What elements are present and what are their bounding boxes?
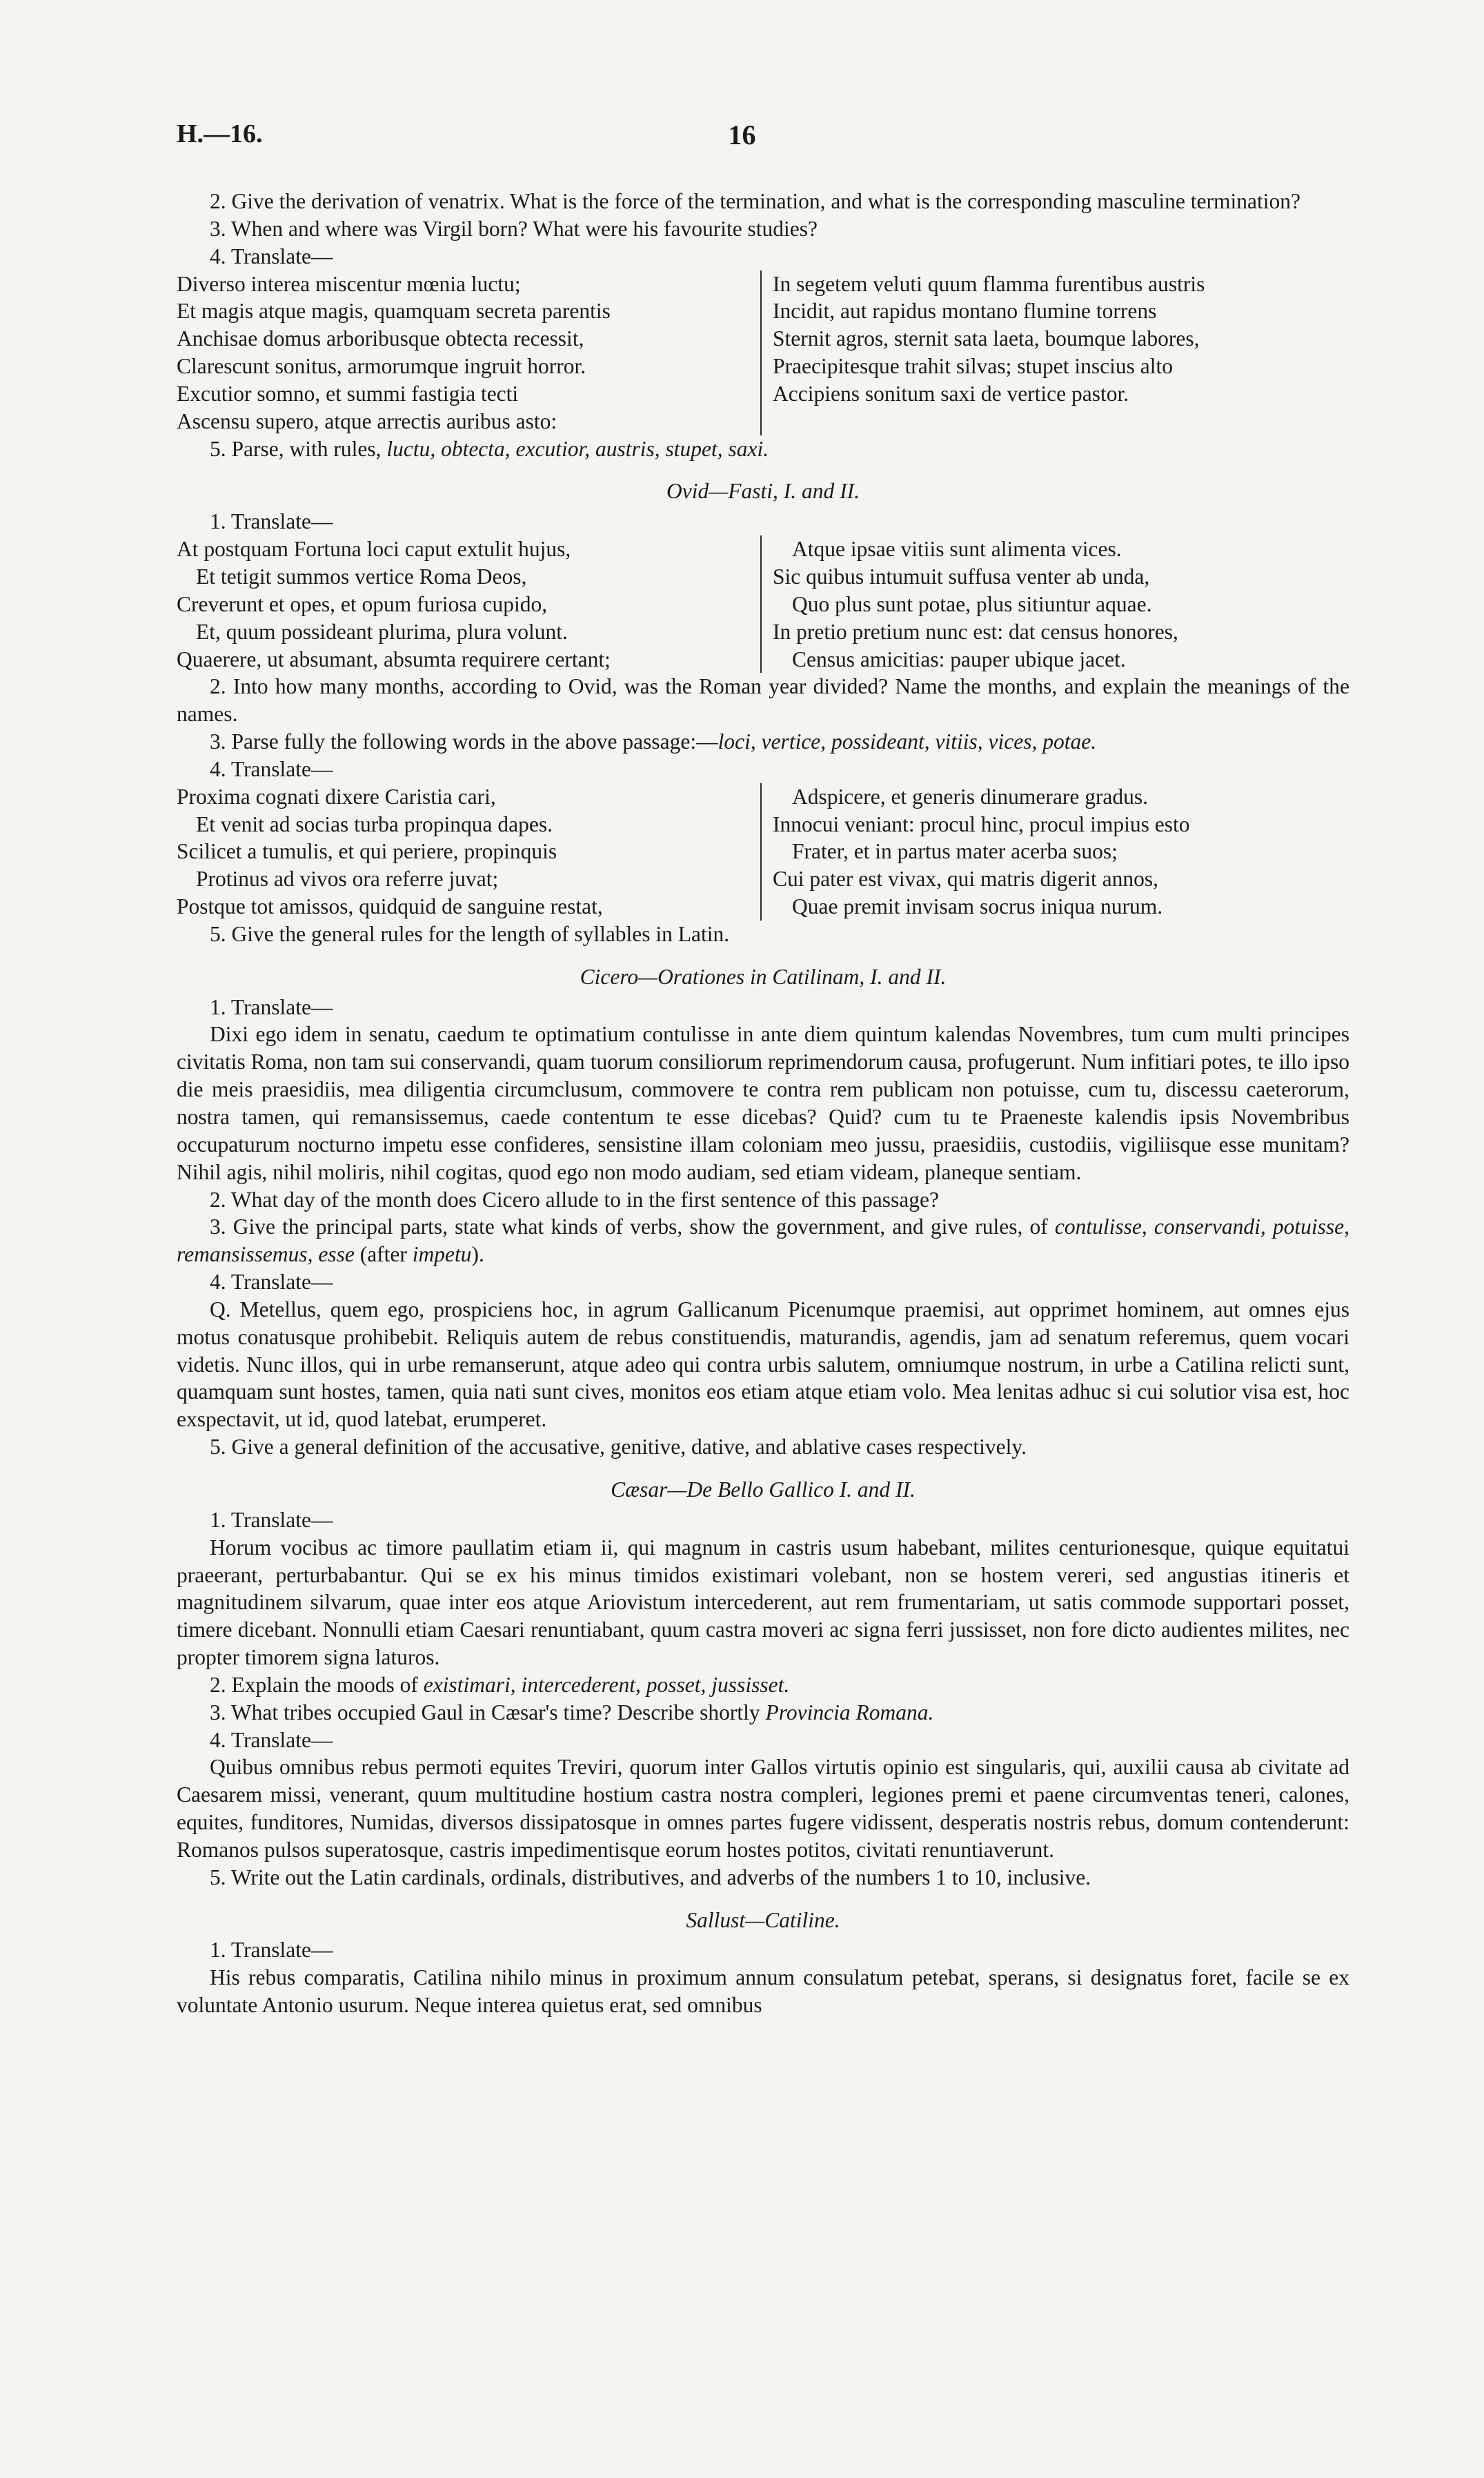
virgil-question-2: 2. Give the derivation of venatrix. What is the force of the termination, and what is the corresponding masculine termination? [210, 189, 1300, 213]
question-text: 3. Give the principal parts, state what kinds of verbs, show the government, and give rules, of [210, 1215, 1048, 1239]
virgil-verse-passage [177, 271, 1349, 435]
page-body [177, 188, 1349, 2019]
verse-line: Et magis atque magis, quamquam secreta parentis [177, 299, 611, 324]
question-text: 5. Parse, with rules, [210, 436, 382, 461]
verse-line: Innocui veniant: procul hinc, procul impius esto [773, 812, 1190, 836]
virgil-verse-left-column [177, 271, 760, 435]
caesar-question-1: 1. Translate— [210, 1507, 333, 1532]
verse-line: Protinus ad vivos ora referre juvat; [196, 867, 499, 892]
verse-line: In segetem veluti quum flamma furentibus austris [773, 271, 1205, 296]
virgil-verse-right-column [760, 271, 1349, 435]
verse-line: Quaerere, ut absumant, absumta requirere certant; [177, 647, 611, 671]
question-text: (after [359, 1242, 407, 1267]
parse-words: loci, vertice, possideant, vitiis, vices, potae. [718, 729, 1097, 754]
parse-words: impetu [412, 1242, 472, 1267]
verse-line: Frater, et in partus mater acerba suos; [792, 839, 1118, 864]
virgil-question-3: 3. When and where was Virgil born? What were his favourite studies? [210, 216, 818, 241]
section-heading-cicero: Cicero—Orationes in Catilinam, I. and II. [580, 964, 947, 989]
verse-line: Proxima cognati dixere Caristia cari, [177, 784, 496, 809]
verse-line: Scilicet a tumulis, et qui periere, propinquis [177, 839, 557, 864]
verse-line: Anchisae domus arboribusque obtecta recessit, [177, 326, 584, 351]
virgil-question-5 [177, 435, 1349, 463]
ovid-verse-passage-2 [177, 783, 1349, 921]
ovid-question-4: 4. Translate— [210, 756, 333, 781]
parse-words: Provincia Romana. [765, 1700, 934, 1724]
ovid-verse-left-column [177, 535, 760, 673]
section-heading-ovid: Ovid—Fasti, I. and II. [666, 479, 860, 504]
cicero-passage-1: Dixi ego idem in senatu, caedum te optimatium contulisse in ante diem quintum kalendas Novembres, tum cum multi principes civitatis Roma, non tam sui conservandi, quam tuorum consiliorum reprimendorum causa, profugerunt. Num infitiari potes, te illo ipso die meis praesidiis, mea diligentia circumclusum, commovere te contra rem publicam non potuisse, cum tu, discessu caeterorum, nostra tamen, qui remansissemus, caede contentum te esse dicebas? Quid? cum tu te Praeneste kalendis ipsis Novembribus occupaturum nocturno impetu esse confideres, sensistine illam coloniam meo jussu, praesidiis, custodiis, vigiliisque esse munitam? Nihil agis, nihil moliris, nihil cogitas, quod ego non modo audiam, sed etiam videam, planeque sentiam. [177, 1022, 1349, 1184]
verse-line: Census amicitias: pauper ubique jacet. [792, 647, 1126, 671]
verse-line: Sic quibus intumuit suffusa venter ab unda, [773, 564, 1150, 589]
verse-line: Incidit, aut rapidus montano flumine torrens [773, 299, 1157, 324]
sallust-question-1: 1. Translate— [210, 1938, 333, 1963]
verse-line: Creverunt et opes, et opum furiosa cupido, [177, 591, 548, 616]
verse-line: Et tetigit summos vertice Roma Deos, [196, 564, 527, 589]
cicero-question-3 [177, 1213, 1349, 1268]
ovid-verse-left-column [177, 783, 760, 921]
verse-line: Sternit agros, sternit sata laeta, boumque labores, [773, 326, 1200, 351]
virgil-question-4: 4. Translate— [210, 244, 333, 268]
sallust-passage-1: His rebus comparatis, Catilina nihilo minus in proximum annum consulatum petebat, sperans, si designatus foret, facile se ex voluntate Antonio usurum. Neque interea quietus erat, sed omnibus [177, 1965, 1349, 2018]
verse-line: Atque ipsae vitiis sunt alimenta vices. [792, 537, 1122, 562]
verse-line: Diverso interea miscentur mœnia luctu; [177, 271, 521, 296]
verse-line: Accipiens sonitum saxi de vertice pastor. [773, 381, 1129, 406]
parse-words: luctu, obtecta, excutior, austris, stupet, saxi. [386, 436, 769, 461]
verse-line: Quo plus sunt potae, plus sitiuntur aquae. [792, 591, 1152, 616]
cicero-passage-2: Q. Metellus, quem ego, prospiciens hoc, in agrum Gallicanum Picenumque praemisi, aut opprimet hominem, aut omnes ejus motus conatusque prohibebit. Reliquis autem de rebus constituendis, maturandis, agendis, jam ad senatum referemus, quem vocari videtis. Nunc illos, qui in urbe remanserunt, atque adeo qui contra urbis salutem, omniumque nostrum, in urbe a Catilina relicti sunt, quamquam sunt hostes, tamen, quia nati sunt cives, monitos eos etiam atque etiam volo. Mea lenitas adhuc si cui solutior visa est, hoc exspectavit, ut id, quod latebat, erumperet. [177, 1297, 1349, 1432]
ovid-question-3 [177, 728, 1349, 756]
verse-line: Clarescunt sonitus, armorumque ingruit horror. [177, 354, 586, 379]
caesar-question-3 [177, 1699, 1349, 1727]
cicero-question-4: 4. Translate— [210, 1270, 333, 1295]
ovid-verse-right-column [760, 783, 1349, 921]
section-heading-sallust: Sallust—Catiline. [686, 1907, 840, 1932]
paper-code: H.—16. [177, 119, 263, 148]
cicero-question-2: 2. What day of the month does Cicero allude to in the first sentence of this passage? [210, 1187, 940, 1212]
question-text: 3. Parse fully the following words in the above passage:— [210, 729, 718, 754]
verse-line: Praecipitesque trahit silvas; stupet inscius alto [773, 354, 1174, 379]
verse-line: Et venit ad socias turba propinqua dapes. [196, 812, 553, 836]
section-heading-caesar: Cæsar—De Bello Gallico I. and II. [611, 1477, 916, 1502]
parse-words: contulisse, conservandi, potuisse, remansissemus, esse [177, 1215, 1350, 1267]
question-text: ). [471, 1242, 484, 1267]
verse-line: Adspicere, et generis dinumerare gradus. [792, 784, 1149, 809]
verse-line: Et, quum possideant plurima, plura volunt. [196, 619, 568, 644]
parse-words: existimari, intercederent, posset, jussisset. [423, 1672, 790, 1697]
cicero-question-1: 1. Translate— [210, 994, 333, 1019]
page-number: 16 [728, 119, 756, 150]
verse-line: In pretio pretium nunc est: dat census honores, [773, 619, 1178, 644]
ovid-question-2: 2. Into how many months, according to Ovid, was the Roman year divided? Name the months, and explain the meanings of the names. [177, 674, 1349, 727]
verse-line: At postquam Fortuna loci caput extulit hujus, [177, 537, 571, 562]
ovid-question-1: 1. Translate— [210, 509, 333, 534]
question-text: 3. What tribes occupied Gaul in Cæsar's time? Describe shortly [210, 1700, 760, 1724]
ovid-verse-passage-1 [177, 535, 1349, 673]
verse-line: Cui pater est vivax, qui matris digerit annos, [773, 867, 1159, 892]
cicero-question-5: 5. Give a general definition of the accusative, genitive, dative, and ablative cases respectively. [210, 1435, 1027, 1459]
verse-line: Ascensu supero, atque arrectis auribus asto: [177, 409, 557, 433]
caesar-question-5: 5. Write out the Latin cardinals, ordinals, distributives, and adverbs of the numbers 1 to 10, inclusive. [210, 1865, 1091, 1889]
verse-line: Quae premit invisam socrus iniqua nurum. [792, 894, 1163, 919]
page-header [177, 119, 1307, 160]
ovid-question-5: 5. Give the general rules for the length of syllables in Latin. [210, 921, 730, 946]
verse-line: Postque tot amissos, quidquid de sanguine restat, [177, 894, 603, 919]
caesar-question-4: 4. Translate— [210, 1727, 333, 1752]
verse-line: Excutior somno, et summi fastigia tecti [177, 381, 519, 406]
question-text: 2. Explain the moods of [210, 1672, 418, 1697]
caesar-passage-2: Quibus omnibus rebus permoti equites Treviri, quorum inter Gallos virtutis opinio est singularis, qui, auxilii causa ab civitate ad Caesarem missi, venerant, quum multitudine hostium castra nostra compleri, legiones premi et paene circumventas teneri, calones, equites, funditores, Numidas, diversos dissipatosque in omnes partes fugere vidissent, desperatis nostris rebus, domum contenderunt: Romanos pulsos superatosque, castris impedimentisque eorum hostes potitos, civitati renuntiaverunt. [177, 1755, 1349, 1862]
caesar-question-2 [177, 1671, 1349, 1699]
caesar-passage-1: Horum vocibus ac timore paullatim etiam ii, qui magnum in castris usum habebant, milites centurionesque, quique equitatui praeerant, perturbabantur. Qui se ex his minus timidos existimari volebant, non se hostem vereri, sed angustias itineris et magnitudinem silvarum, quae inter eos atque Ariovistum intercederent, aut rem frumentariam, ut satis commode supportari posset, timere dicebant. Nonnulli etiam Caesari renuntiabant, quum castra moveri ac signa ferri jussisset, non fore dicto audientes milites, nec propter timorem signa laturos. [177, 1535, 1349, 1670]
ovid-verse-right-column [760, 535, 1349, 673]
